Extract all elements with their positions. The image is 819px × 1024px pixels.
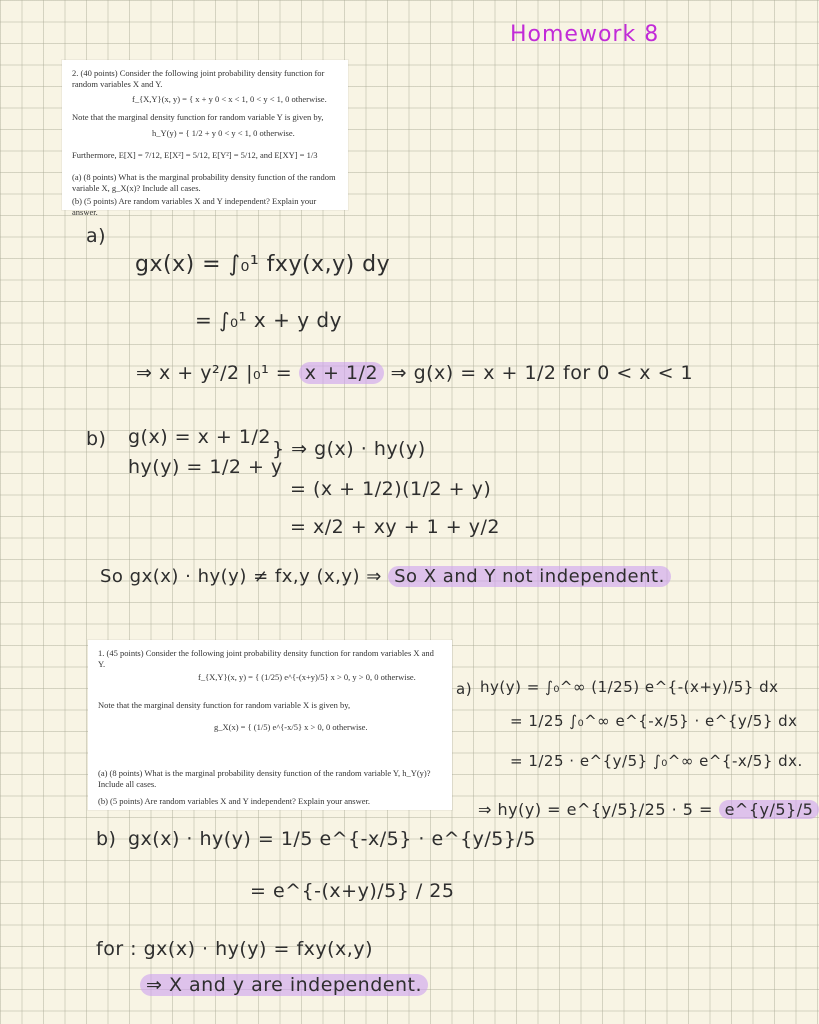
sol1-a-line3: = 1/25 · e^{y/5} ∫₀^∞ e^{-x/5} dx. [510,752,803,770]
problem-1-part-b: (b) (5 points) Are random variables X and Y independent? Explain your answer. [98,796,370,806]
sol1-b-conclusion [140,974,428,996]
problem-1-joint-pdf: f_{X,Y}(x, y) = { (1/25) e^{-(x+y)/5} x > 0, y > 0, 0 otherwise. [198,672,416,682]
sol2-a-line3-left: ⇒ x + y²/2 |₀¹ = [136,362,293,384]
sol1-a-line4 [478,800,819,819]
sol2-b-line4: = x/2 + xy + 1 + y/2 [290,516,501,538]
sol2-a-label: a) [86,225,107,247]
sol1-b-label: b) [96,828,117,850]
problem-2-joint-pdf: f_{X,Y}(x, y) = { x + y 0 < x < 1, 0 < y < 1, 0 otherwise. [132,94,327,104]
sol1-a-line2: = 1/25 ∫₀^∞ e^{-x/5} · e^{y/5} dx [510,712,798,730]
problem-1-card [88,640,452,810]
problem-1-marginal: g_X(x) = { (1/5) e^{-x/5} x > 0, 0 otherwise. [214,722,368,732]
page-title: Homework 8 [510,22,660,47]
sol1-b-line1: gx(x) · hy(y) = 1/5 e^{-x/5} · e^{y/5}/5 [128,828,536,850]
sol2-b-conclusion-left: So gx(x) · hy(y) ≠ fx,y (x,y) ⇒ [100,566,382,587]
sol2-b-label: b) [86,428,107,450]
sol2-b-brace: } ⇒ g(x) · hy(y) [272,438,426,460]
problem-1-header: 1. (45 points) Consider the following joint probability density function for random variables X and Y. [98,648,434,670]
problem-2-marginal: h_Y(y) = { 1/2 + y 0 < y < 1, 0 otherwise. [152,128,295,138]
sol1-a-result-highlight: e^{y/5}/5 [719,800,819,819]
sol1-b-line2: = e^{-(x+y)/5} / 25 [250,880,455,902]
sol1-b-line3: for : gx(x) · hy(y) = fxy(x,y) [96,938,373,960]
sol2-b-line1: g(x) = x + 1/2 [128,426,271,448]
problem-2-header: 2. (40 points) Consider the following joint probability density function for random variables X and Y. [72,68,325,90]
sol2-a-line3 [136,362,693,384]
problem-2-card [62,60,348,218]
sol1-a-line4-left: ⇒ hy(y) = e^{y/5}/25 · 5 = [478,800,713,819]
sol1-b-conclusion-highlight: ⇒ X and y are independent. [140,974,428,996]
problem-2-note: Note that the marginal density function for random variable Y is given by, [72,112,324,122]
sol1-a-label: a) [456,680,473,698]
sol2-a-line2: = ∫₀¹ x + y dy [195,308,342,332]
problem-2-part-a: (a) (8 points) What is the marginal probability density function of the random variable X, g_X(x)? Include all cases. [72,172,336,194]
problem-2-part-b: (b) (5 points) Are random variables X and Y independent? Explain your answer. [72,196,317,218]
sol2-a-result-highlight: x + 1/2 [299,362,384,384]
problem-2-moments: Furthermore, E[X] = 7/12, E[X²] = 5/12, E[Y²] = 5/12, and E[XY] = 1/3 [72,150,318,160]
sol2-b-line2: hy(y) = 1/2 + y [128,456,283,478]
sol2-a-line3-right: ⇒ g(x) = x + 1/2 for 0 < x < 1 [390,362,694,384]
sol2-b-conclusion-highlight: So X and Y not independent. [388,566,671,587]
sol2-a-line1: gx(x) = ∫₀¹ fxy(x,y) dy [135,252,391,277]
sol2-b-line3: = (x + 1/2)(1/2 + y) [290,478,492,500]
problem-1-part-a: (a) (8 points) What is the marginal probability density function of the random variable Y, h_Y(y)? Include all cases. [98,768,431,790]
sol2-b-conclusion [100,566,671,587]
sol1-a-line1: hy(y) = ∫₀^∞ (1/25) e^{-(x+y)/5} dx [480,678,779,696]
problem-1-note: Note that the marginal density function for random variable X is given by, [98,700,351,710]
